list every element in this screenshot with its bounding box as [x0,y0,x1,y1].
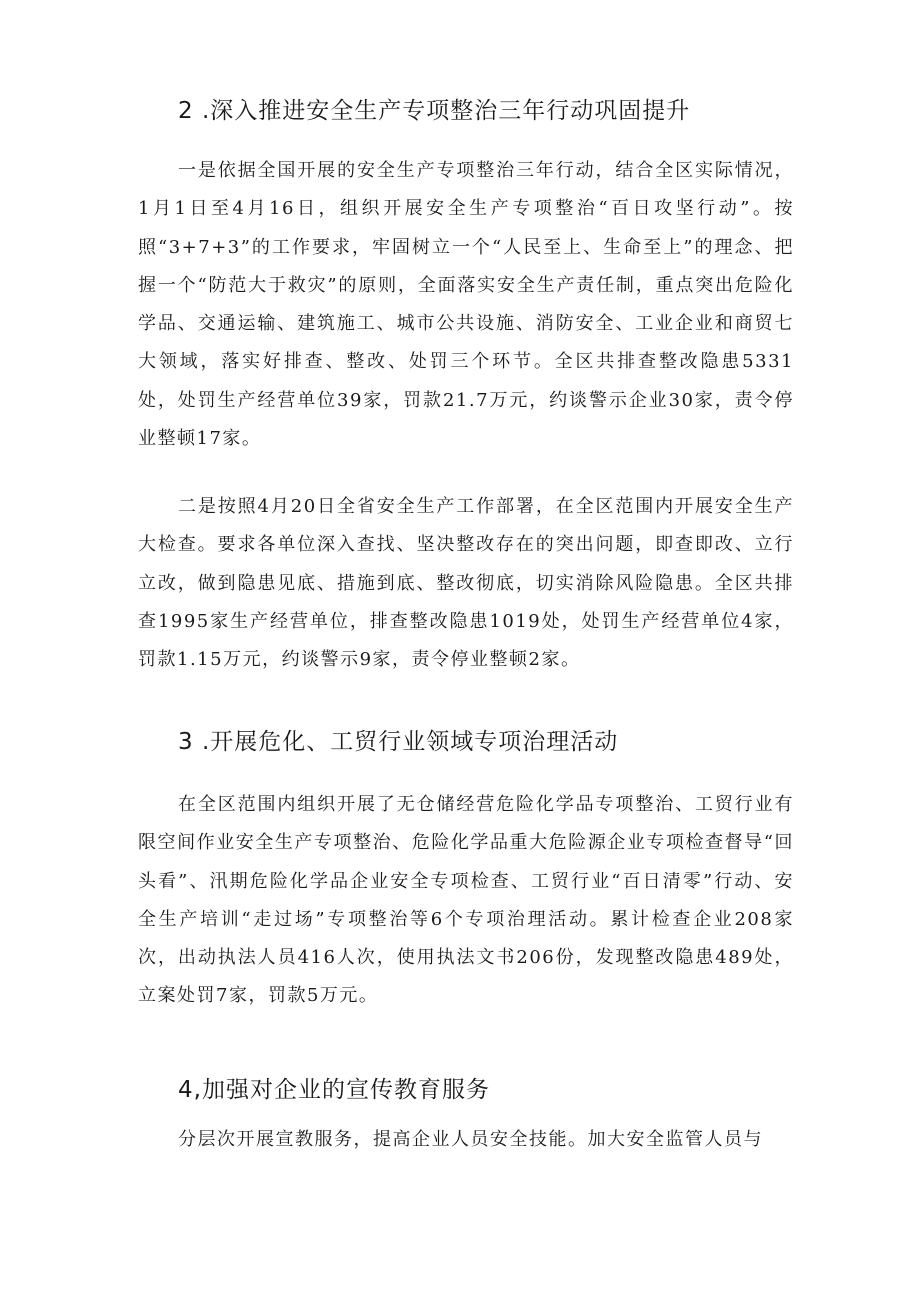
section-2-paragraph-2: 二是按照4月20日全省安全生产工作部署，在全区范围内开展安全生产大检查。要求各单位深入查找、坚决整改存在的突出问题，即查即改、立行立改，做到隐患见底、措施到底、整改彻底，切实消除风险隐患。全区共排查1995家生产经营单位，排查整改隐患1019处，处罚生产经营单位4家，罚款1.15万元，约谈警示9家，责令停业整顿2家。 [138,496,794,671]
section-3-heading: 3 .开展危化、工贸行业领域专项治理活动 [178,729,619,755]
section-4-paragraph: 分层次开展宣教服务，提高企业人员安全技能。加大安全监管人员与 [178,1129,763,1150]
section-2-paragraph-1: 一是依据全国开展的安全生产专项整治三年行动，结合全区实际情况，1月1日至4月16日，组织开展安全生产专项整治“百日攻坚行动”。按照“3+7+3”的工作要求，牢固树立一个“人民至上、生命至上”的理念、把握一个“防范大于救灾”的原则，全面落实安全生产责任制，重点突出危险化学品、交通运输、建筑施工、城市公共设施、消防安全、工业企业和商贸七大领域，落实好排查、整改、处罚三个环节。全区共排查整改隐患5331处，处罚生产经营单位39家，罚款21.7万元，约谈警示企业30家，责令停业整顿17家。 [138,160,794,450]
section-2-heading: 2 .深入推进安全生产专项整治三年行动巩固提升 [178,98,691,124]
section-3-paragraph: 在全区范围内组织开展了无仓储经营危险化学品专项整治、工贸行业有限空间作业安全生产专项整治、危险化学品重大危险源企业专项检查督导“回头看”、汛期危险化学品企业安全专项检查、工贸行业“百日清零”行动、安全生产培训“走过场”专项整治等6个专项治理活动。累计检查企业208家次，出动执法人员416人次，使用执法文书206份，发现整改隐患489处，立案处罚7家，罚款5万元。 [138,794,794,1007]
section-4-heading: 4,加强对企业的宣传教育服务 [178,1077,490,1103]
